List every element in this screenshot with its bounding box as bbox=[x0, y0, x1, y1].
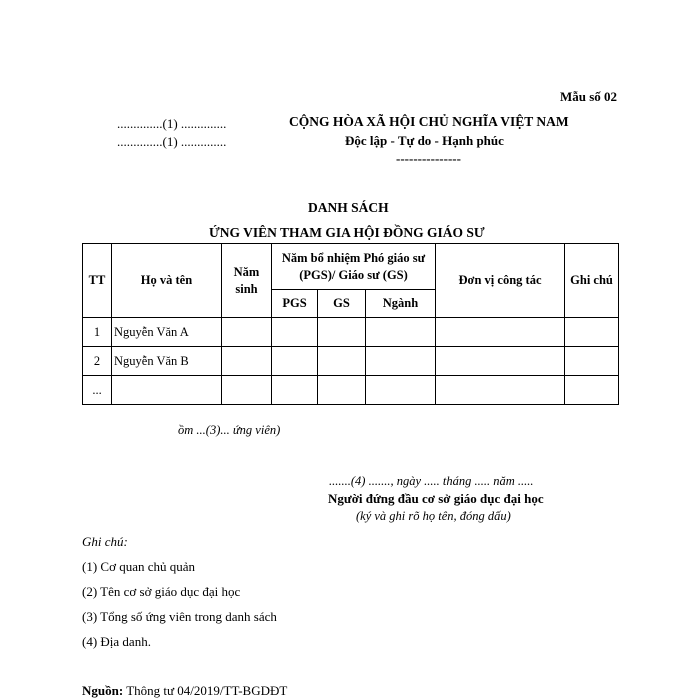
source-text: Thông tư 04/2019/TT-BGDĐT bbox=[123, 683, 288, 698]
motto: Độc lập - Tự do - Hạnh phúc bbox=[345, 133, 504, 148]
header-tt: TT bbox=[83, 244, 112, 318]
row-birth-cell bbox=[222, 347, 272, 376]
document-title: DANH SÁCH bbox=[308, 200, 389, 215]
row-gs-cell bbox=[318, 376, 366, 405]
row-name: Nguyễn Văn A bbox=[112, 318, 222, 347]
document-subtitle: ỨNG VIÊN THAM GIA HỘI ĐỒNG GIÁO SƯ bbox=[209, 225, 485, 240]
source-line bbox=[82, 683, 287, 699]
row-field-cell bbox=[366, 347, 436, 376]
form-number: Mẫu số 02 bbox=[559, 89, 617, 104]
row-unit-cell bbox=[436, 347, 565, 376]
candidate-table bbox=[82, 243, 619, 405]
row-gs-cell bbox=[318, 347, 366, 376]
row-name: Nguyễn Văn B bbox=[112, 347, 222, 376]
table-row bbox=[83, 347, 619, 376]
agency-line-2: ..............(1) .............. bbox=[117, 134, 227, 149]
header-work-unit: Đơn vị công tác bbox=[436, 244, 565, 318]
row-pgs-cell bbox=[272, 318, 318, 347]
signature-instruction: (ký và ghi rõ họ tên, đóng dấu) bbox=[356, 509, 511, 523]
header-name: Họ và tên bbox=[112, 244, 222, 318]
table-row bbox=[83, 318, 619, 347]
table-row bbox=[83, 376, 619, 405]
note-item: (1) Cơ quan chủ quản bbox=[82, 559, 196, 574]
row-pgs-cell bbox=[272, 347, 318, 376]
row-tt: ... bbox=[83, 376, 112, 405]
notes-heading: Ghi chú: bbox=[82, 534, 128, 549]
header-gs: GS bbox=[318, 290, 366, 318]
row-tt: 1 bbox=[83, 318, 112, 347]
note-item: (4) Địa danh. bbox=[82, 634, 151, 649]
header-field: Ngành bbox=[366, 290, 436, 318]
place-date-line: .......(4) ......., ngày ..... tháng ..... năm ..... bbox=[329, 474, 534, 488]
row-gs-cell bbox=[318, 318, 366, 347]
row-unit-cell bbox=[436, 376, 565, 405]
row-tt: 2 bbox=[83, 347, 112, 376]
row-note-cell bbox=[565, 376, 619, 405]
motto-divider: --------------- bbox=[396, 151, 461, 166]
nation-heading: CỘNG HÒA XÃ HỘI CHỦ NGHĨA VIỆT NAM bbox=[289, 114, 569, 129]
row-pgs-cell bbox=[272, 376, 318, 405]
candidate-count-summary: ồm ...(3)... ứng viên) bbox=[178, 423, 281, 437]
note-item: (2) Tên cơ sở giáo dục đại học bbox=[82, 584, 241, 599]
row-field-cell bbox=[366, 318, 436, 347]
row-note-cell bbox=[565, 318, 619, 347]
note-item: (3) Tổng số ứng viên trong danh sách bbox=[82, 609, 277, 624]
row-birth-cell bbox=[222, 318, 272, 347]
header-note: Ghi chú bbox=[565, 244, 619, 318]
row-unit-cell bbox=[436, 318, 565, 347]
source-label: Nguồn: bbox=[82, 683, 124, 698]
row-name bbox=[112, 376, 222, 405]
row-birth-cell bbox=[222, 376, 272, 405]
row-note-cell bbox=[565, 347, 619, 376]
header-birth-year: Năm sinh bbox=[222, 244, 272, 318]
signer-role: Người đứng đầu cơ sở giáo dục đại học bbox=[328, 491, 544, 506]
header-appointment-year: Năm bổ nhiệm Phó giáo sư (PGS)/ Giáo sư (GS) bbox=[272, 244, 436, 290]
row-field-cell bbox=[366, 376, 436, 405]
header-pgs: PGS bbox=[272, 290, 318, 318]
agency-line-1: ..............(1) .............. bbox=[117, 116, 227, 131]
